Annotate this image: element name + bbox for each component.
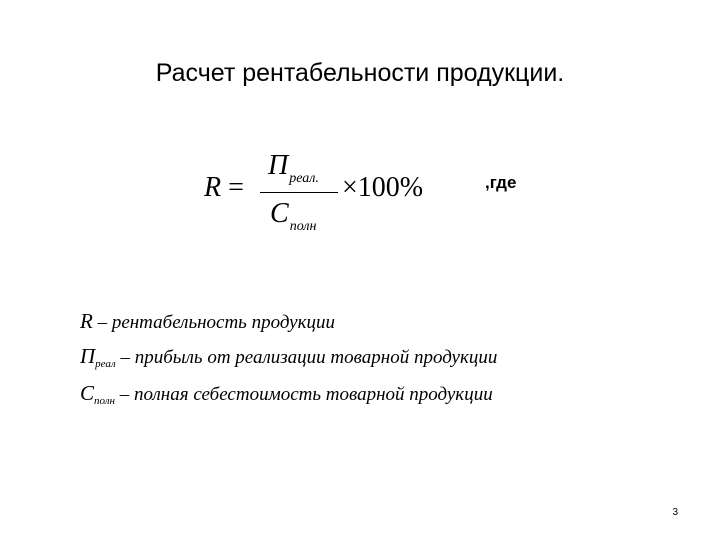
definition-subscript: полн <box>94 395 115 407</box>
profitability-formula <box>204 148 464 248</box>
where-label: ,где <box>485 173 517 192</box>
definition-symbol: С <box>80 381 95 405</box>
definition-symbol: R <box>80 309 93 333</box>
fraction-bar <box>260 192 338 193</box>
formula-r-symbol: R <box>204 172 222 203</box>
numerator-subscript: реал. <box>289 171 319 186</box>
denominator-subscript: полн <box>289 219 317 234</box>
formula-fraction <box>260 148 340 244</box>
slide-title: Расчет рентабельности продукции. <box>155 59 565 87</box>
formula-multiplier: ×100% <box>342 172 424 203</box>
formula-lhs <box>204 172 244 204</box>
formula-denominator <box>270 198 316 235</box>
definition-r <box>80 308 335 338</box>
definition-text: – прибыль от реализации товарной продукции <box>115 347 498 368</box>
definition-text: – полная себестоимость товарной продукции <box>115 384 493 405</box>
definition-subscript: реал <box>95 358 116 370</box>
definition-profit <box>80 343 497 373</box>
definition-symbol: П <box>80 344 96 368</box>
formula-numerator <box>268 150 319 187</box>
definition-cost <box>80 380 493 410</box>
definition-text: – рентабельность продукции <box>92 312 335 333</box>
page-number: 3 <box>672 507 678 518</box>
numerator-symbol: П <box>268 150 289 181</box>
formula-equals: = <box>228 172 244 203</box>
denominator-symbol: С <box>270 198 289 229</box>
